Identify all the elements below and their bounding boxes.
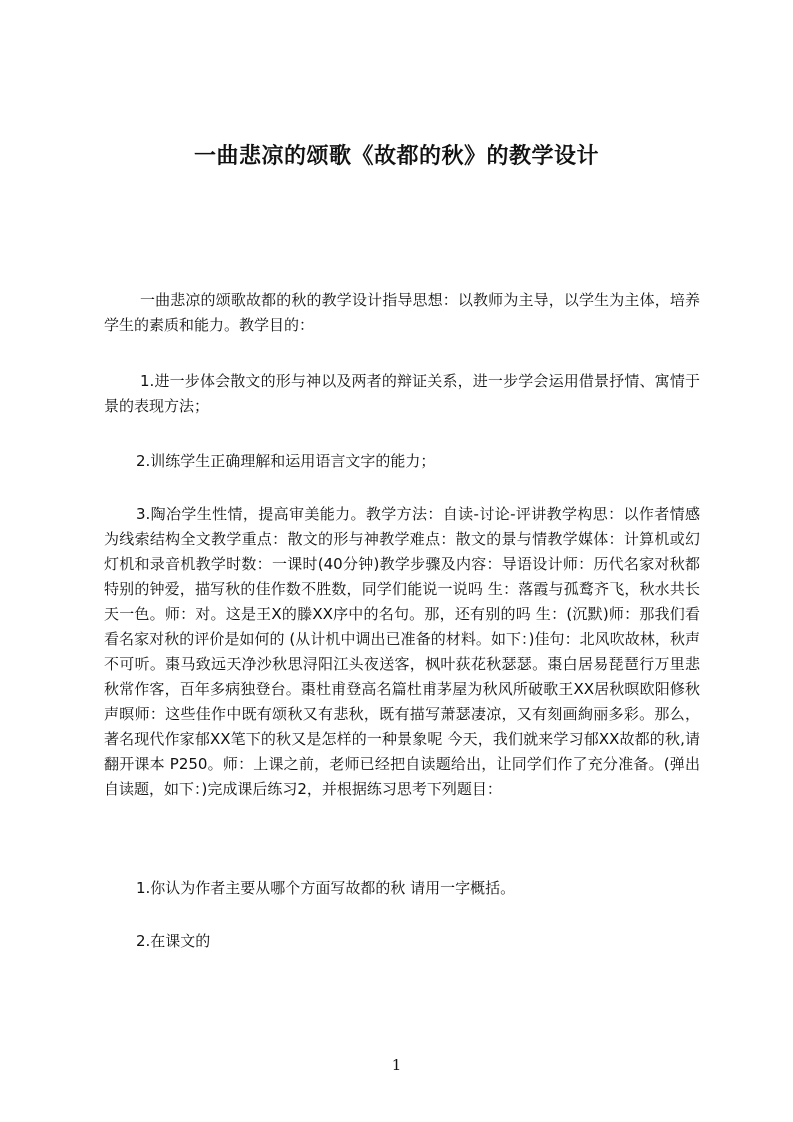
objective-item-2: 2.训练学生正确理解和运用语言文字的能力； [136,452,436,470]
page-number: 1 [391,1056,402,1074]
question-item-1: 1.你认为作者主要从哪个方面写故都的秋 请用一字概括。 [136,879,516,897]
objective-item-1: 1.进一步体会散文的形与神以及两者的辩证关系，进一步学会运用借景抒情、寓情于景的表现方法； [104,372,700,415]
intro-paragraph: 一曲悲凉的颂歌故都的秋的教学设计指导思想：以教师为主导，以学生为主体，培养学生的素质和能力。教学目的： [104,291,700,334]
document-title: 一曲悲凉的颂歌《故都的秋》的教学设计 [193,144,599,169]
objective-item-3: 3.陶冶学生性情，提高审美能力。教学方法：自读-讨论-评讲教学构思：以作者情感为线索结构全文教学重点：散文的形与神教学难点：散文的景与情教学媒体：计算机或幻灯机和录音机教学时数：一课时(40分钟)教学步骤及内容：导语设计师：历代名家对秋都特别的钟爱，描写秋的佳作数不胜数，同学们能说一说吗 生：落霞与孤鹜齐飞，秋水共长天一色。师：对。这是王X的滕XX序中的名句。那，还有别的吗 生：(沉默)师：那我们看看名家对秋的评价是如何的 (从计机中调出已准备的材料。如下：)佳句：北风吹故林，秋声不可听。棗马致远天净沙秋思浔阳江头夜送客，枫叶荻花秋瑟瑟。棗白居易琵琶行万里悲秋常作客，百年多病独登台。棗杜甫登高名篇杜甫茅屋为秋风所破歌王XX居秋暝欧阳修秋声暝师：这些佳作中既有颂秋又有悲秋，既有描写萧瑟凄凉，又有刻画絢丽多彩。那么，著名现代作家郁XX笔下的秋又是怎样的一种景象呢 今天，我们就来学习郁XX故都的秋,请翻开课本 P250。师：上课之前，老师已经把自读题给出，让同学们作了充分准备。(弹出自读题，如下：)完成课后练习2，并根据练习思考下列题目： [104,505,700,798]
question-item-2: 2.在课文的 [136,932,211,950]
